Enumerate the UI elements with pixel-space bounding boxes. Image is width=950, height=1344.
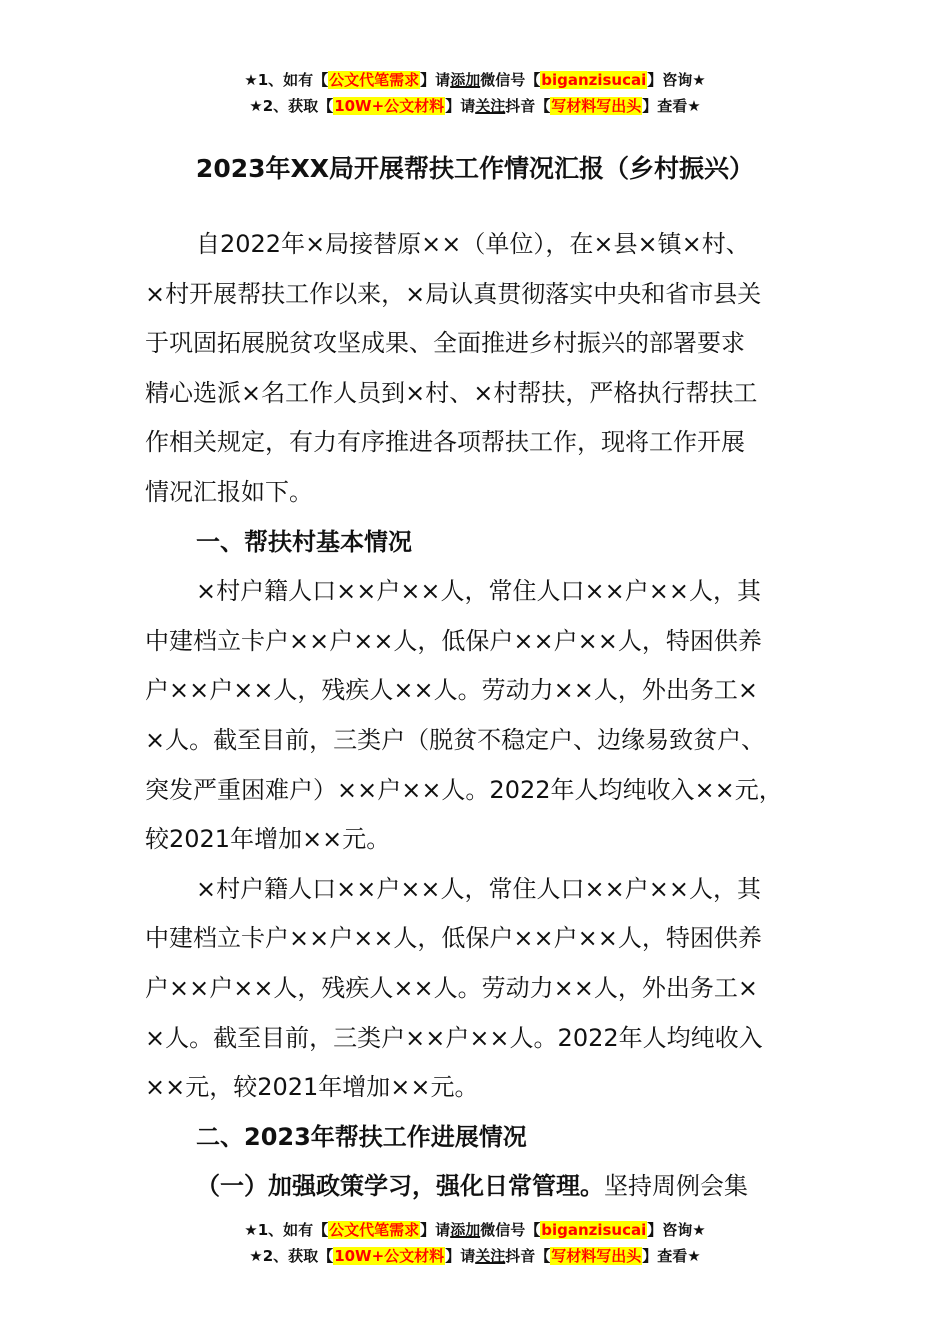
ad-highlight: 写材料写出头 <box>551 97 642 115</box>
section-heading: 一、帮扶村基本情况 <box>196 527 412 556</box>
ad-text: 】查看★ <box>642 97 701 115</box>
ad-text: 】查看★ <box>642 1247 701 1265</box>
ad-line-1 <box>0 67 950 93</box>
ad-highlight: biganzisucai <box>541 71 647 89</box>
ad-text: 】请 <box>445 1247 476 1265</box>
ad-text: ★2、获取【 <box>249 97 334 115</box>
ad-line-2 <box>0 93 950 119</box>
body-line: 较2021年增加××元。 <box>145 825 391 854</box>
ad-text: 】请 <box>420 1221 451 1239</box>
ad-text: 抖音【 <box>505 97 551 115</box>
body-line: ×人。截至目前，三类户（脱贫不稳定户、边缘易致贫户、 <box>145 725 766 754</box>
body-line: 于巩固拓展脱贫攻坚成果、全面推进乡村振兴的部署要求 <box>145 329 745 358</box>
ad-text: ★1、如有【 <box>244 71 329 89</box>
ad-text: 】咨询★ <box>647 1221 706 1239</box>
ad-text: 】请 <box>420 71 451 89</box>
ad-text: ★2、获取【 <box>249 1247 334 1265</box>
body-line: 自2022年×局接替原××（单位），在×县×镇×村、 <box>196 230 750 258</box>
body-line: 中建档立卡户××户××人，低保户××户××人，特困供养 <box>145 924 762 953</box>
subsection-heading: （一）加强政策学习，强化日常管理。 <box>196 1172 604 1201</box>
ad-text: 微信号【 <box>480 71 541 89</box>
bottom-ad-banner <box>0 1217 950 1269</box>
body-line: ×村户籍人口××户××人，常住人口××户××人，其 <box>196 577 761 606</box>
ad-highlight: 公文代笔需求 <box>329 1221 420 1239</box>
ad-text: ★1、如有【 <box>244 1221 329 1239</box>
ad-text: 抖音【 <box>505 1247 551 1265</box>
ad-line-2 <box>0 1243 950 1269</box>
ad-highlight: 公文代笔需求 <box>329 71 420 89</box>
body-text-fragment: 坚持周例会集 <box>604 1172 748 1201</box>
ad-underlined: 关注 <box>475 97 506 115</box>
ad-text: 微信号【 <box>480 1221 541 1239</box>
body-line: ×村开展帮扶工作以来，×局认真贯彻落实中央和省市县关 <box>145 279 762 308</box>
body-line: 精心选派×名工作人员到×村、×村帮扶，严格执行帮扶工 <box>145 378 758 407</box>
body-line: ×村户籍人口××户××人，常住人口××户××人，其 <box>196 874 761 903</box>
ad-highlight: 10W+公文材料 <box>334 1247 445 1265</box>
body-line: 户××户××人，残疾人××人。劳动力××人，外出务工× <box>145 973 758 1002</box>
ad-underlined: 关注 <box>475 1247 506 1265</box>
body-line: ××元，较2021年增加××元。 <box>145 1073 479 1102</box>
top-ad-banner <box>0 67 950 119</box>
subsection-line <box>145 1162 815 1212</box>
body-line: 中建档立卡户××户××人，低保户××户××人，特困供养 <box>145 626 762 655</box>
ad-highlight: 写材料写出头 <box>551 1247 642 1265</box>
body-line: 户××户××人，残疾人××人。劳动力××人，外出务工× <box>145 676 758 705</box>
body-line: 情况汇报如下。 <box>145 477 313 506</box>
document-title: 2023年XX局开展帮扶工作情况汇报（乡村振兴） <box>195 154 755 183</box>
ad-highlight: biganzisucai <box>541 1221 647 1239</box>
body-line: 突发严重困难户）××户××人。2022年人均纯收入××元， <box>145 775 783 804</box>
document-body <box>145 220 815 1212</box>
body-line: 作相关规定，有力有序推进各项帮扶工作，现将工作开展 <box>145 428 745 457</box>
ad-text: 】请 <box>445 97 476 115</box>
ad-highlight: 10W+公文材料 <box>334 97 445 115</box>
ad-text: 】咨询★ <box>647 71 706 89</box>
ad-line-1 <box>0 1217 950 1243</box>
section-heading: 二、2023年帮扶工作进展情况 <box>196 1122 527 1151</box>
ad-underlined: 添加 <box>450 71 481 89</box>
body-line: ×人。截至目前，三类户××户××人。2022年人均纯收入 <box>145 1023 763 1052</box>
ad-underlined: 添加 <box>450 1221 481 1239</box>
